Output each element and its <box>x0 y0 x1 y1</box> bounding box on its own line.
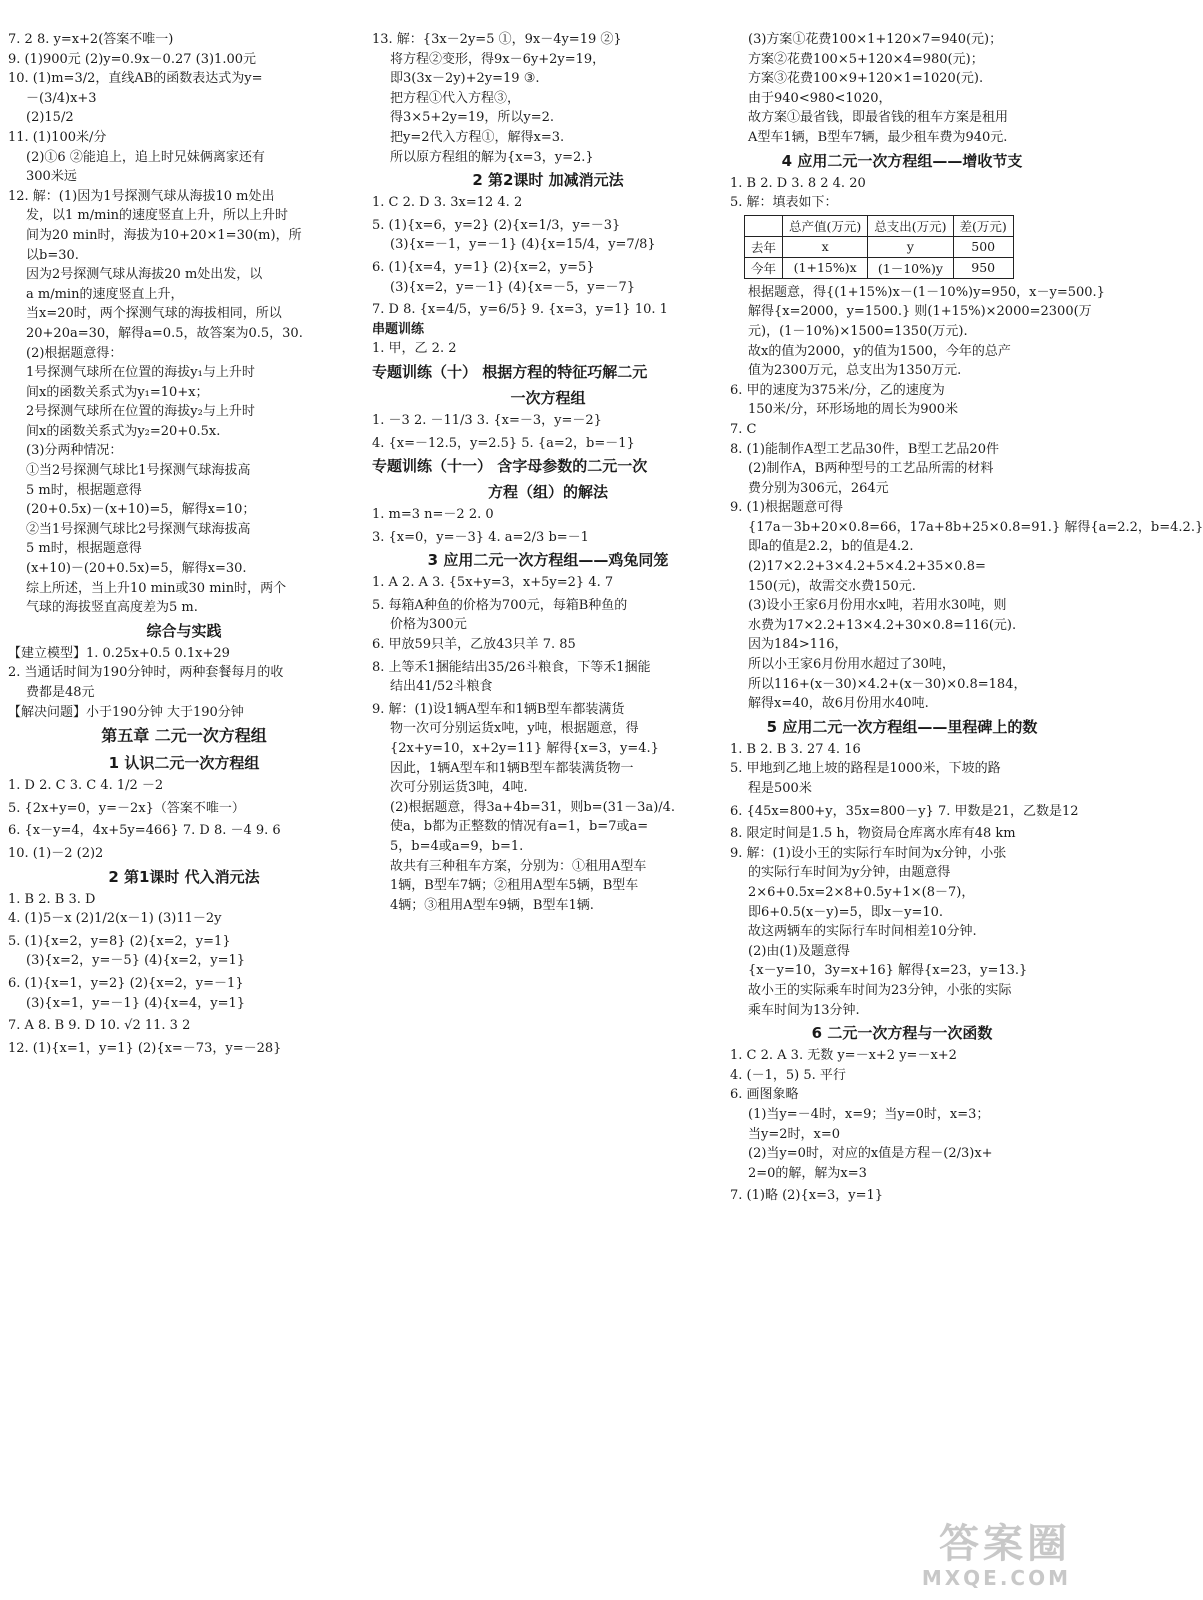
answer-line: 【解决问题】小于190分钟 大于190分钟 <box>8 704 244 720</box>
answer-line: 故小王的实际乘车时间为23分钟，小张的实际 <box>748 982 1012 998</box>
answer-line: (x+10)－(20+0.5x)=5，解得x=30. <box>26 561 247 577</box>
answer-line: 当y=2时，x=0 <box>748 1126 841 1142</box>
table-row <box>745 236 1014 257</box>
answer-line: 所以小王家6月份用水超过了30吨， <box>748 657 955 673</box>
answer-line: 7. (1)略 (2){x=3，y=1} <box>730 1188 884 1204</box>
answer-line: 300米远 <box>26 169 77 185</box>
answer-line: 串题训练 <box>372 321 425 337</box>
answer-line: 4辆；③租用A型车9辆，B型车1辆. <box>390 897 594 913</box>
answer-line: 解得{x=2000，y=1500.} 则(1+15%)×2000=2300(万 <box>748 304 1092 320</box>
answer-line: 得3×5+2y=19，所以y=2. <box>390 110 555 126</box>
answer-line: (2)17×2.2+3×4.2+5×4.2+35×0.8= <box>748 559 986 575</box>
answer-line: 根据题意，得{(1+15%)x－(1－10%)y=950，x－y=500.} <box>748 284 1105 300</box>
answer-line: 8. 限定时间是1.5 h，物资局仓库离水库有48 km <box>730 826 1016 842</box>
answer-line: 1. D 2. C 3. C 4. 1/2 －2 <box>8 778 164 794</box>
answer-line: －(3/4)x+3 <box>26 90 97 106</box>
table-cell: 今年 <box>745 257 783 278</box>
answer-line: 方案③花费100×9+120×1=1020(元). <box>748 71 984 87</box>
answer-line: 5. {2x+y=0，y=－2x}（答案不唯一） <box>8 800 245 816</box>
answer-line: 所以116+(x－30)×4.2+(x－30)×0.8=184， <box>748 676 1027 692</box>
answer-line: {2x+y=10，x+2y=11} 解得{x=3，y=4.} <box>390 741 659 757</box>
answer-line: 12. (1){x=1，y=1} (2){x=－73，y=－28} <box>8 1040 282 1056</box>
section-heading: 综合与实践 <box>146 621 222 640</box>
answer-line: 故这两辆车的实际行车时间相差10分钟. <box>748 924 977 940</box>
income-expense-table <box>744 215 1014 279</box>
answer-line: (2)15/2 <box>26 110 74 126</box>
answer-line: 10. (1)m=3/2，直线AB的函数表达式为y= <box>8 71 263 87</box>
answer-line: (3){x=－1，y=－1} (4){x=15/4，y=7/8} <box>390 237 656 253</box>
section-heading: 3 应用二元一次方程组——鸡兔同笼 <box>427 551 669 570</box>
answer-line: 13. 解：{3x－2y=5 ①，9x－4y=19 ②} <box>372 32 622 47</box>
answer-line: 以b=30. <box>26 247 79 263</box>
column-right-bottom <box>730 283 1203 1206</box>
answer-line: 2=0的解，解为x=3 <box>748 1165 867 1181</box>
answer-line: 费分别为306元，264元 <box>748 480 889 496</box>
section-heading: 4 应用二元一次方程组——增收节支 <box>781 151 1023 170</box>
table-cell: y <box>868 236 953 257</box>
answer-line: 4. (－1，5) 5. 平行 <box>730 1067 846 1083</box>
watermark-url: MXQE.COM <box>921 1566 1071 1590</box>
answer-line: 4. (1)5－x (2)1/2(x－1) (3)11－2y <box>8 911 222 927</box>
answer-line: 值为2300万元，总支出为1350万元. <box>748 363 962 379</box>
watermark-logo: 答案圈 <box>939 1521 1071 1567</box>
answer-line: 因为2号探测气球从海拔20 m处出发，以 <box>26 267 263 283</box>
answer-line: ①当2号探测气球比1号探测气球海拔高 <box>26 463 251 479</box>
answer-line: (3)设小王家6月份用水x吨，若用水30吨，则 <box>748 598 1007 614</box>
answer-line: 6. 甲的速度为375米/分，乙的速度为 <box>730 382 945 398</box>
answer-line: 方案②花费100×5+120×4=980(元)； <box>748 51 984 67</box>
answer-line: (2)根据题意，得3a+4b=31，则b=(31－3a)/4. <box>390 799 676 815</box>
answer-line: 因此，1辆A型车和1辆B型车都装满货物一 <box>390 760 634 776</box>
answer-line: 结出41/52斗粮食 <box>390 679 493 695</box>
answer-line: (3){x=2，y=－1} (4){x=－5，y=－7} <box>390 279 636 295</box>
table-cell: 去年 <box>745 236 783 257</box>
table-header-cell <box>745 215 783 236</box>
answer-line: 4. {x=－12.5，y=2.5} 5. {a=2，b=－1} <box>372 435 635 451</box>
answer-line: 综上所述，当上升10 min或30 min时，两个 <box>26 580 287 596</box>
answer-line: 乘车时间为13分钟. <box>748 1002 860 1018</box>
answer-line: 当x=20时，两个探测气球的海拔相同，所以 <box>26 306 282 322</box>
answer-line: 150(元)，故需交水费150元. <box>748 578 916 594</box>
answer-line: 5. 解：填表如下： <box>730 195 838 211</box>
answer-line: (2)由(1)及题意得 <box>748 943 850 959</box>
answer-line: 元)，(1－10%)×1500=1350(万元). <box>748 323 968 339</box>
answer-line: 8. (1)能制作A型工艺品30件，B型工艺品20件 <box>730 441 999 457</box>
answer-line: 把y=2代入方程①，解得x=3. <box>390 129 565 145</box>
answer-line: (3)方案①花费100×1+120×7=940(元)； <box>748 32 1003 47</box>
answer-line: 所以原方程组的解为{x=3，y=2.} <box>390 149 594 165</box>
answer-line: 1. m=3 n=－2 2. 0 <box>372 507 494 523</box>
answer-line: 7. D 8. {x=4/5，y=6/5} 9. {x=3，y=1} 10. 1 <box>372 302 668 318</box>
answer-line: 费都是48元 <box>26 685 95 700</box>
answer-line: 2×6+0.5x=2×8+0.5y+1×(8－7)， <box>748 884 975 900</box>
answer-line: 150米/分，环形场地的周长为900米 <box>748 402 959 418</box>
answer-line: 程是500米 <box>748 781 812 796</box>
answer-line: 1. B 2. B 3. D <box>8 891 96 907</box>
answer-line: 即6+0.5(x－y)=5，即x－y=10. <box>748 904 944 920</box>
column-middle <box>372 30 724 915</box>
answer-line: 5 m时，根据题意得 <box>26 541 142 557</box>
answer-line: 6. {45x=800+y，35x=800－y} 7. 甲数是21，乙数是12 <box>730 803 1079 819</box>
answer-line: 9. 解：(1)设小王的实际行车时间为x分钟，小张 <box>730 845 1007 861</box>
answer-line: 1. B 2. D 3. 8 2 4. 20 <box>730 175 866 191</box>
section-heading: 专题训练（十） 根据方程的特征巧解二元 <box>372 362 648 381</box>
answer-line: 故方案①最省钱，即最省钱的租车方案是租用 <box>748 110 1009 126</box>
answer-line: 发，以1 m/min的速度竖直上升，所以上升时 <box>26 208 288 224</box>
answer-line: 7. C <box>730 421 757 437</box>
answer-line: 3. {x=0，y=－3} 4. a=2/3 b=－1 <box>372 529 589 545</box>
answer-line: 次可分别运货3吨，4吨. <box>390 780 528 796</box>
watermark <box>922 1522 1071 1590</box>
table-cell: (1+15%)x <box>783 257 868 278</box>
table-row <box>745 257 1014 278</box>
answer-line: 11. (1)100米/分 <box>8 129 107 145</box>
answer-line: 故共有三种租车方案，分别为：①租用A型车 <box>390 858 647 874</box>
table-cell: x <box>783 236 868 257</box>
answer-line: 7. 2 8. y=x+2(答案不唯一) <box>8 32 174 47</box>
answer-line: 水费为17×2.2+13×4.2+30×0.8=116(元). <box>748 617 1017 633</box>
section-heading: 6 二元一次方程与一次函数 <box>811 1024 993 1043</box>
answer-line: 6. {x－y=4，4x+5y=466} 7. D 8. －4 9. 6 <box>8 823 281 839</box>
answer-line: 10. (1)－2 (2)2 <box>8 845 104 861</box>
table-header-row <box>745 215 1014 236</box>
column-left <box>8 30 360 1058</box>
answer-line: 使a，b都为正整数的情况有a=1，b=7或a= <box>390 819 649 835</box>
answer-line: 12. 解：(1)因为1号探测气球从海拔10 m处出 <box>8 188 275 204</box>
answer-line: 6. 甲放59只羊，乙放43只羊 7. 85 <box>372 637 576 653</box>
table-cell: 950 <box>953 257 1013 278</box>
answer-line: 7. A 8. B 9. D 10. √2 11. 3 2 <box>8 1018 191 1034</box>
answer-line: {17a－3b+20×0.8=66，17a+8b+25×0.8=91.} 解得{a=2.2，b=4.2.} <box>748 519 1203 535</box>
table-header-cell: 总产值(万元) <box>783 215 868 236</box>
answer-line: a m/min的速度竖直上升， <box>26 286 184 302</box>
answer-line: (2)当y=0时，对应的x值是方程－(2/3)x+ <box>748 1146 993 1162</box>
answer-line: 价格为300元 <box>390 617 467 633</box>
section-heading: 2 第2课时 加减消元法 <box>472 171 624 190</box>
table-header-cell: 总支出(万元) <box>868 215 953 236</box>
answer-line: 将方程②变形，得9x－6y+2y=19， <box>390 51 606 67</box>
answer-line: 6. (1){x=1，y=2} (2){x=2，y=－1} <box>8 975 244 991</box>
answer-line: 9. (1)根据题意可得 <box>730 500 843 516</box>
answer-line: (2)根据题意得： <box>26 345 123 361</box>
answer-line: 【建立模型】1. 0.25x+0.5 0.1x+29 <box>8 645 230 661</box>
answer-line: 9. 解：(1)设1辆A型车和1辆B型车都装满货 <box>372 701 625 717</box>
section-heading: 1 认识二元一次方程组 <box>108 754 260 773</box>
answer-line: (3){x=1，y=－1} (4){x=4，y=1} <box>26 995 246 1011</box>
answer-line: 即a的值是2.2，b的值是4.2. <box>748 539 914 555</box>
column-right <box>730 30 1203 1206</box>
answer-line: (2)①6 ②能追上，追上时兄妹俩离家还有 <box>26 149 265 165</box>
answer-line: 2. 当通话时间为190分钟时，两种套餐每月的收 <box>8 665 284 681</box>
answer-line: 即3(3x－2y)+2y=19 ③. <box>390 71 540 87</box>
answer-line: 解得x=40，故6月份用水40吨. <box>748 696 929 712</box>
answer-line: 把方程①代入方程③， <box>390 90 521 106</box>
answer-line: 1. A 2. A 3. {5x+y=3，x+5y=2} 4. 7 <box>372 575 614 591</box>
answer-line: 由于940<980<1020， <box>748 90 892 106</box>
section-heading: 方程（组）的解法 <box>487 483 608 502</box>
answer-line: 5. (1){x=6，y=2} (2){x=1/3，y=－3} <box>372 217 621 233</box>
answer-line: 6. (1){x=4，y=1} (2){x=2，y=5} <box>372 259 595 275</box>
answer-line: 1. C 2. D 3. 3x=12 4. 2 <box>372 195 523 211</box>
answer-line: 1. C 2. A 3. 无数 y=－x+2 y=－x+2 <box>730 1048 957 1064</box>
answer-line: 1号探测气球所在位置的海拔y₁与上升时 <box>26 365 255 381</box>
answer-line: (1)当y=－4时，x=9；当y=0时，x=3； <box>748 1106 990 1122</box>
answer-line: 的实际行车时间为y分钟，由题意得 <box>748 865 951 881</box>
answer-line: 2号探测气球所在位置的海拔y₂与上升时 <box>26 404 255 420</box>
answer-line: 5，b=4或a=9，b=1. <box>390 839 524 854</box>
answer-line: 间x的函数关系式为y₁=10+x； <box>26 384 209 400</box>
answer-line: 间x的函数关系式为y₂=20+0.5x. <box>26 423 221 439</box>
section-heading: 第五章 二元一次方程组 <box>101 726 267 746</box>
answer-line: 1. 甲，乙 2. 2 <box>372 341 457 357</box>
answer-line: 9. (1)900元 (2)y=0.9x－0.27 (3)1.00元 <box>8 51 256 67</box>
table-header-cell: 差(万元) <box>953 215 1013 236</box>
section-heading: 一次方程组 <box>510 388 586 407</box>
answer-line: 因为184>116， <box>748 637 848 653</box>
answer-line: ②当1号探测气球比2号探测气球海拔高 <box>26 521 251 537</box>
answer-line: 1. B 2. B 3. 27 4. 16 <box>730 741 861 757</box>
table-cell: 500 <box>953 236 1013 257</box>
answer-line: 5. 甲地到乙地上坡的路程是1000米，下坡的路 <box>730 761 1001 777</box>
answer-line: 20+20a=30，解得a=0.5，故答案为0.5，30. <box>26 325 303 341</box>
column-right-top <box>730 30 1074 213</box>
answer-line: {x－y=10，3y=x+16} 解得{x=23，y=13.} <box>748 963 1028 979</box>
answer-line: 5 m时，根据题意得 <box>26 482 142 498</box>
answer-line: 间为20 min时，海拔为10+20×1=30(m)，所 <box>26 227 302 243</box>
answer-line: (2)制作A，B两种型号的工艺品所需的材料 <box>748 461 994 477</box>
answer-line: 6. 画图象略 <box>730 1087 799 1103</box>
answer-line: (3){x=2，y=－5} (4){x=2，y=1} <box>26 953 246 969</box>
answer-line: 物一次可分别运货x吨，y吨，根据题意，得 <box>390 721 639 737</box>
answer-line: A型车1辆，B型车7辆，最少租车费为940元. <box>748 129 1008 145</box>
table-cell: (1－10%)y <box>868 257 953 278</box>
answer-line: 1辆，B型车7辆；②租用A型车5辆，B型车 <box>390 878 639 894</box>
section-heading: 5 应用二元一次方程组——里程碑上的数 <box>766 717 1038 736</box>
answer-line: 5. 每箱A种鱼的价格为700元，每箱B种鱼的 <box>372 597 628 613</box>
answer-line: 8. 上等禾1捆能结出35/26斗粮食，下等禾1捆能 <box>372 659 651 675</box>
section-heading: 专题训练（十一） 含字母参数的二元一次 <box>372 457 648 476</box>
answer-line: 气球的海拔竖直高度差为5 m. <box>26 600 198 616</box>
answer-line: 1. －3 2. －11/3 3. {x=－3，y=－2} <box>372 412 602 428</box>
answer-line: (3)分两种情况： <box>26 443 123 459</box>
answer-line: 5. (1){x=2，y=8} (2){x=2，y=1} <box>8 933 231 949</box>
answer-line: (20+0.5x)－(x+10)=5，解得x=10； <box>26 502 256 518</box>
section-heading: 2 第1课时 代入消元法 <box>108 867 260 886</box>
answer-line: 故x的值为2000，y的值为1500，今年的总产 <box>748 343 1011 359</box>
